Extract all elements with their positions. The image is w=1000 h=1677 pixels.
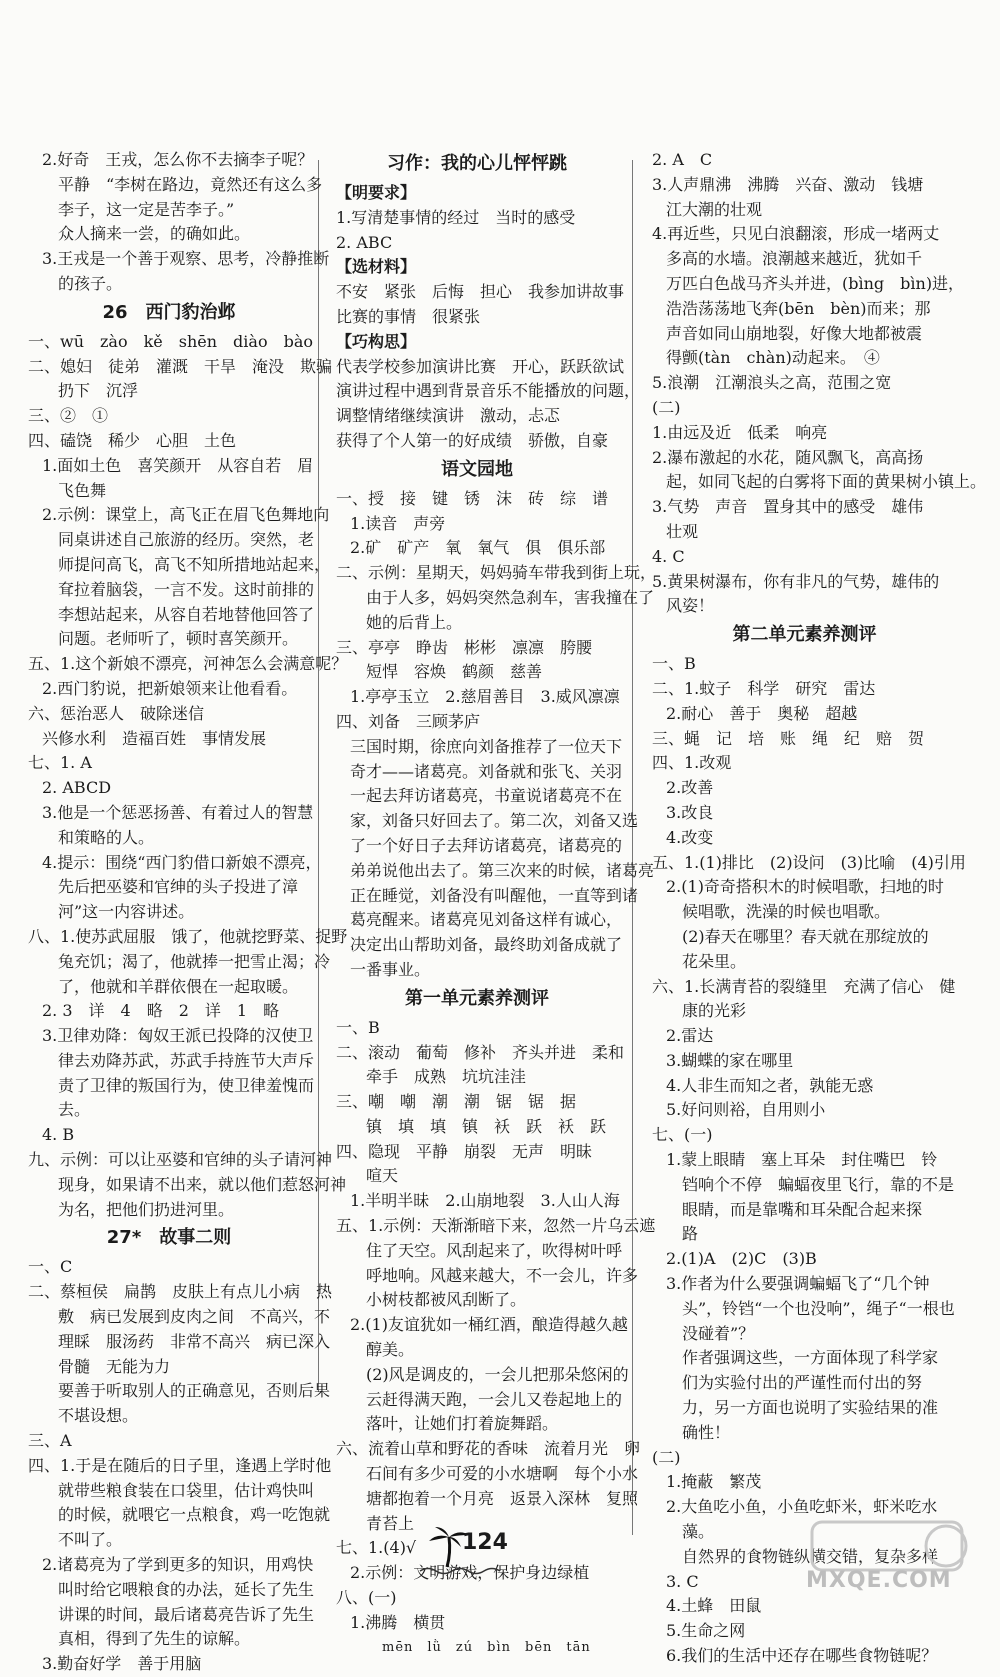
answer-line: 2.改善 (666, 778, 714, 798)
answer-line: 1.读音 声旁 (350, 513, 446, 533)
answer-line: 喧天 (366, 1166, 399, 1186)
answer-line: 3.作者为什么要强调蝙蝠飞了“几个钟 (666, 1274, 930, 1294)
answer-line: 的时候，就喂它一点粮食，鸡一吃饱就 (58, 1505, 331, 1525)
answer-line: 奇才——诸葛亮。刘备就和张飞、关羽 (350, 761, 623, 781)
answer-line: 们为实验付出的严谨性而付出的努 (682, 1373, 923, 1393)
answer-line: 起，如同飞起的白雾将下面的黄果树小镇上。 (666, 472, 987, 492)
answer-line: 家，刘备只好回去了。第二次，刘备又选 (350, 811, 639, 831)
answer-line: 醇美。 (366, 1340, 415, 1360)
answer-line: 八、1.使苏武屈服 饿了，他就挖野菜、捉野 (28, 926, 348, 946)
column-divider-left (318, 160, 319, 1392)
answer-line: 五、1.(1)排比 (2)设问 (3)比喻 (4)引用 (652, 852, 966, 872)
answer-line: (2)风是调皮的，一会儿把那朵悠闲的 (366, 1364, 629, 1384)
answer-line: 2.大鱼吃小鱼，小鱼吃虾米，虾米吃水 (666, 1497, 938, 1517)
answer-line: 没碰着”？ (682, 1323, 755, 1343)
answer-line: 3.王戎是一个善于观察、思考，冷静推断 (42, 249, 330, 269)
answer-line: 5.浪潮 江潮浪头之高，范围之宽 (652, 373, 892, 393)
answer-line: 一起去拜访诸葛亮，书童说诸葛亮不在 (350, 786, 623, 806)
section-tag: 【巧构思】 (336, 331, 417, 351)
section-heading: 27* 故事二则 (106, 1227, 232, 1249)
answer-line: 3.勤奋好学 善于用脑 (42, 1654, 202, 1674)
answer-line: 镇 填 填 镇 袄 跃 袄 跃 (366, 1116, 607, 1136)
answer-line: 2.西门豹说，把新娘领来让他看看。 (42, 678, 298, 698)
answer-line: 弟弟说他出去了。第三次来的时候，诸葛亮 (350, 860, 655, 880)
answer-line: 2.示例：文明游戏，保护身边绿植 (350, 1563, 590, 1583)
answer-line: 作者强调这些，一方面体现了科学家 (682, 1348, 939, 1368)
answer-line: 一番事业。 (350, 959, 431, 979)
answer-line: 2.矿 矿产 氧 氧气 俱 俱乐部 (350, 538, 606, 558)
answer-line: 声音如同山崩地裂，好像大地都被震 (666, 323, 923, 343)
answer-line: 4.改变 (666, 827, 714, 847)
answer-line: 候唱歌，洗澡的时候也唱歌。 (682, 902, 891, 922)
answer-line: 2. A C (652, 150, 713, 169)
answer-line: 兴修水利 造福百姓 事情发展 (42, 728, 267, 748)
answer-line: 获得了个人第一的好成绩 骄傲，自豪 (336, 430, 609, 450)
answer-line: 3.改良 (666, 802, 714, 822)
answer-line: 决定出山帮助刘备，最终助刘备成就了 (350, 935, 623, 955)
answer-line: 小树枝都被风刮断了。 (366, 1290, 527, 1310)
answer-line: 三、② ① (28, 406, 109, 426)
answer-line: 花朵里。 (682, 951, 747, 971)
answer-line: 为名，把他们扔进河里。 (58, 1199, 235, 1219)
answer-line: 众人摘来一尝，的确如此。 (58, 224, 251, 244)
answer-line: 三、嘲 嘲 潮 潮 锯 锯 据 (336, 1092, 577, 1112)
answer-line: 4. C (652, 546, 685, 566)
column-divider-right (632, 160, 633, 1535)
answer-line: 青苔上 (366, 1513, 415, 1533)
answer-line: 石间有多少可爱的小水塘啊 每个小水 (366, 1464, 639, 1484)
answer-line: 二、蔡桓侯 扁鹊 皮肤上有点儿小病 热 (28, 1282, 333, 1302)
answer-line: 一、B (336, 1017, 380, 1037)
answer-line: 2.耐心 善于 奥秘 超越 (666, 703, 858, 723)
answer-line: 七、(一) (652, 1125, 713, 1145)
answer-line: 3.蝴蝶的家在哪里 (666, 1050, 794, 1070)
answer-line: 二、媳妇 徒弟 灌溉 干旱 淹没 欺骗 (28, 356, 333, 376)
answer-line: 浩浩荡荡地飞奔(bēn bèn)而来；那 (666, 298, 931, 318)
answer-line: 李想站起来，从容自若地替他回答了 (58, 604, 315, 624)
answer-line: 呼地响。风越来越大，不一会儿，许多 (366, 1265, 639, 1285)
watermark-url: MXQE.COM (806, 1568, 952, 1593)
answer-line: 同桌讲述自己旅游的经历。突然，老 (58, 530, 315, 550)
answer-line: 比赛的事情 很紧张 (336, 306, 481, 326)
answer-line: 3.卫律劝降：匈奴王派已投降的汉使卫 (42, 1026, 314, 1046)
answer-line: 万匹白色战马齐头并进，(bìng bìn)进， (666, 273, 965, 293)
answer-line: 由于人多，妈妈突然急刹车，害我撞在了 (366, 587, 655, 607)
answer-line: 不安 紧张 后悔 担心 我参加讲故事 (336, 282, 625, 302)
answer-line: 云赶得满天跑，一会儿又卷起地上的 (366, 1389, 623, 1409)
answer-line: 二、示例：星期天，妈妈骑车带我到街上玩， (336, 563, 657, 583)
answer-line: 1.由远及近 低柔 响亮 (652, 422, 828, 442)
answer-line: 五、1.这个新娘不漂亮，河神怎么会满意呢？ (28, 654, 348, 674)
answer-line: 2. 3 详 4 略 2 详 1 略 (42, 1001, 280, 1021)
answer-line: 力，另一方面也说明了实验结果的准 (682, 1398, 939, 1418)
answer-line: 耷拉着脑袋，一言不发。这时前排的 (58, 579, 315, 599)
answer-line: 三国时期，徐庶向刘备推荐了一位天下 (350, 736, 623, 756)
answer-line: 正在睡觉，刘备没有叫醒他，一直等到诸 (350, 885, 639, 905)
answer-line: 3.气势 声音 置身其中的感受 雄伟 (652, 497, 924, 517)
answer-line: (2)春天在哪里？春天就在那绽放的 (682, 926, 929, 946)
answer-line: 江大潮的壮观 (666, 199, 763, 219)
answer-line: 5.好问则裕，自用则小 (666, 1100, 826, 1120)
answer-line: 2.示例：课堂上，高飞正在眉飞色舞地向 (42, 505, 330, 525)
answer-line: 平静 “李树在路边，竟然还有这么多 (58, 174, 323, 194)
answer-line: 1.面如土色 喜笑颜开 从容自若 眉 (42, 455, 314, 475)
answer-line: 和策略的人。 (58, 827, 155, 847)
answer-line: 一、授 接 键 锈 沫 砖 综 谱 (336, 488, 609, 508)
answer-line: 2. ABC (336, 232, 393, 252)
answer-line: 4.土蜂 田鼠 (666, 1596, 762, 1616)
answer-line: 2.好奇 王戎，怎么你不去摘李子呢？ (42, 150, 314, 169)
answer-line: 责了卫律的叛国行为，使卫律羞愧而 (58, 1075, 315, 1095)
answer-line: 演讲过程中遇到背景音乐不能播放的问题， (336, 381, 641, 401)
answer-line: 康的光彩 (682, 1001, 747, 1021)
answer-line: 4. B (42, 1125, 75, 1145)
answer-line: 风姿！ (666, 596, 715, 616)
answer-line: 五、1.示例：天渐渐暗下来，忽然一片乌云遮 (336, 1216, 656, 1236)
answer-line: 短悍 容焕 鹤颜 慈善 (366, 662, 543, 682)
answer-line: 她的后背上。 (366, 612, 463, 632)
answer-line: 4.再近些，只见白浪翻滚，形成一堵两丈 (652, 224, 940, 244)
answer-line: 头”，铃铛“一个也没响”，绳子“一根也 (682, 1298, 955, 1318)
answer-line: 3.他是一个惩恶扬善、有着过人的智慧 (42, 802, 314, 822)
answer-line: 代表学校参加演讲比赛 开心，跃跃欲试 (336, 356, 625, 376)
answer-line: 1.亭亭玉立 2.慈眉善目 3.威风凛凛 (350, 687, 620, 707)
answer-line: 李子，这一定是苦李子。” (58, 199, 235, 219)
answer-line: 1.蒙上眼睛 塞上耳朵 封住嘴巴 铃 (666, 1150, 938, 1170)
section-tag: 【选材料】 (336, 257, 417, 277)
answer-line: (二) (652, 397, 681, 417)
answer-line: 2.(1)友谊犹如一桶红酒，酿造得越久越 (350, 1315, 628, 1335)
answer-line: 问题。老师听了，顿时喜笑颜开。 (58, 629, 299, 649)
answer-line: 藻。 (682, 1522, 715, 1542)
answer-line: 要善于听取别人的正确意见，否则后果 (58, 1381, 331, 1401)
answer-line: 一、C (28, 1257, 73, 1277)
answer-line: 六、惩治恶人 破除迷信 (28, 703, 205, 723)
answer-line: 多高的水墙。浪潮越来越近，犹如千 (666, 249, 923, 269)
section-tag: 【明要求】 (336, 183, 417, 202)
answer-line: 塘都抱着一个月亮 返景入深林 复照 (366, 1488, 639, 1508)
answer-line: 理睬 服汤药 非常不高兴 病已深入 (58, 1331, 331, 1351)
answer-line: 先后把巫婆和官绅的头子投进了漳 (58, 877, 299, 897)
answer-line: 铛响个不停 蝙蝠夜里飞行，靠的不是 (682, 1174, 955, 1194)
answer-line: 壮观 (666, 521, 699, 541)
answer-line: 叫时给它喂粮食的办法，延长了先生 (58, 1579, 315, 1599)
answer-line: 骨髓 无能为力 (58, 1356, 171, 1376)
answer-line: 1.沸腾 横贯 (350, 1612, 446, 1632)
answer-line: 2.雷达 (666, 1026, 714, 1046)
answer-line: 2.(1)A (2)C (3)B (666, 1249, 817, 1269)
answer-line: 九、示例：可以让巫婆和官绅的头子请河神 (28, 1150, 333, 1170)
answer-line: 四、1.于是在随后的日子里，逢遇上学时他 (28, 1455, 332, 1475)
answer-line: 扔下 沉浮 (58, 381, 139, 401)
answer-line: 就带些粮食装在口袋里，估计鸡快叫 (58, 1480, 315, 1500)
section-heading: 第一单元素养测评 (405, 987, 549, 1009)
answer-line: 七、1.(4)√ (336, 1538, 417, 1558)
answer-line: 牵手 成熟 坑坑洼洼 (366, 1067, 527, 1087)
answer-column-2 (336, 148, 657, 1660)
page-number: 124 (462, 1530, 508, 1555)
section-heading: 语文园地 (441, 458, 513, 480)
answer-column-1 (28, 148, 348, 1677)
answer-line: 葛亮醒来。诸葛亮见刘备这样有诚心， (350, 910, 623, 930)
answer-line: 了，他就和羊群依偎在一起取暖。 (58, 976, 299, 996)
answer-line: 自然界的食物链纵横交错，复杂多样 (682, 1546, 939, 1566)
answer-line: 2.瀑布激起的水花，随风飘飞，高高扬 (652, 447, 924, 467)
answer-line: 六、1.长满青苔的裂缝里 充满了信心 健 (652, 976, 956, 996)
answer-line: 一、B (652, 654, 696, 674)
answer-line: 八、(一) (336, 1588, 397, 1608)
answer-line: 去。 (58, 1100, 91, 1120)
answer-line: 讲课的时间，最后诸葛亮告诉了先生 (58, 1604, 315, 1624)
answer-line: 二、滚动 葡萄 修补 齐头并进 柔和 (336, 1042, 625, 1062)
answer-line: 师提问高飞，高飞不知所措地站起来， (58, 554, 331, 574)
answer-line: 敷 病已发展到皮肉之间 不高兴，不 (58, 1307, 331, 1327)
answer-line: 确性！ (682, 1422, 731, 1442)
answer-line: 1.写清楚事情的经过 当时的感受 (336, 207, 576, 227)
answer-line: 河”这一内容讲述。 (58, 902, 195, 922)
answer-line: 一、wū zào kě shēn diào bào (28, 331, 314, 351)
answer-line: 飞色舞 (58, 480, 107, 500)
answer-line: 2.(1)奇奇搭积木的时候唱歌，扫地的时 (666, 877, 944, 897)
wave-line (420, 1569, 500, 1574)
answer-line: 5.黄果树瀑布，你有非凡的气势，雄伟的 (652, 571, 940, 591)
answer-line: 1.半明半昧 2.山崩地裂 3.人山人海 (350, 1191, 620, 1211)
answer-line: 1.掩蔽 繁茂 (666, 1472, 762, 1492)
answer-line: 2.诸葛亮为了学到更多的知识，用鸡快 (42, 1555, 314, 1575)
answer-line: 3. C (666, 1571, 699, 1591)
answer-line: 落叶，让她们打着旋舞蹈。 (366, 1414, 559, 1434)
answer-line: 兔充饥；渴了，他就捧一把雪止渴；冷 (58, 951, 331, 971)
answer-line: 真相，得到了先生的谅解。 (58, 1629, 251, 1649)
answer-line: 三、亭亭 睁齿 彬彬 凛凛 胯腰 (336, 637, 593, 657)
answer-line: 现身，如果请不出来，就以他们惹怒河神 (58, 1174, 347, 1194)
answer-line: 七、1. A (28, 753, 92, 773)
answer-line: 三、蝇 记 培 账 绳 纪 赔 贺 (652, 728, 925, 748)
section-heading: 习作：我的心儿怦怦跳 (387, 153, 567, 174)
answer-line: 四、磕饶 稀少 心胆 土色 (28, 430, 237, 450)
answer-line: 4.人非生而知之者，孰能无惑 (666, 1075, 874, 1095)
answer-line: 不堪设想。 (58, 1406, 139, 1426)
answer-line: 三、A (28, 1431, 72, 1451)
answer-line: 的孩子。 (58, 273, 123, 293)
answer-line: (二) (652, 1447, 681, 1467)
answer-line: 二、1.蚊子 科学 研究 雷达 (652, 678, 876, 698)
answer-line: 四、1.改观 (652, 753, 732, 773)
answer-line: 6.我们的生活中还存在哪些食物链呢？ (666, 1646, 938, 1666)
answer-line: 眼睛，而是靠嘴和耳朵配合起来探 (682, 1199, 923, 1219)
answer-line: 四、隐现 平静 崩裂 无声 明昧 (336, 1141, 593, 1161)
answer-line: 2. ABCD (42, 778, 112, 798)
answer-line: 路 (682, 1224, 699, 1244)
answer-line: 四、刘备 三顾茅庐 (336, 711, 481, 731)
answer-line: 得颤(tàn chàn)动起来。 ④ (666, 348, 880, 368)
answer-line: 不叫了。 (58, 1530, 123, 1550)
pinyin-line: mēn lǜ zú bìn bēn tān (382, 1639, 591, 1655)
answer-line: 调整情绪继续演讲 激动，忐忑 (336, 406, 561, 426)
answer-line: 了一个好日子去拜访诸葛亮，诸葛亮的 (350, 835, 623, 855)
answer-line: 六、流着山草和野花的香味 流着月光 卵 (336, 1439, 641, 1459)
answer-line: 4.提示：围绕“西门豹借口新娘不漂亮， (42, 852, 322, 872)
answer-line: 5.生命之网 (666, 1621, 746, 1641)
section-heading: 第二单元素养测评 (732, 624, 877, 646)
section-heading: 26 西门豹治邺 (102, 301, 236, 323)
answer-line: 3.人声鼎沸 沸腾 兴奋、激动 钱塘 (652, 174, 924, 194)
answer-line: 住了天空。风刮起来了，吹得树叶呼 (366, 1240, 623, 1260)
answer-column-3 (652, 148, 987, 1669)
answer-line: 律去劝降苏武，苏武手持旌节大声斥 (58, 1050, 315, 1070)
